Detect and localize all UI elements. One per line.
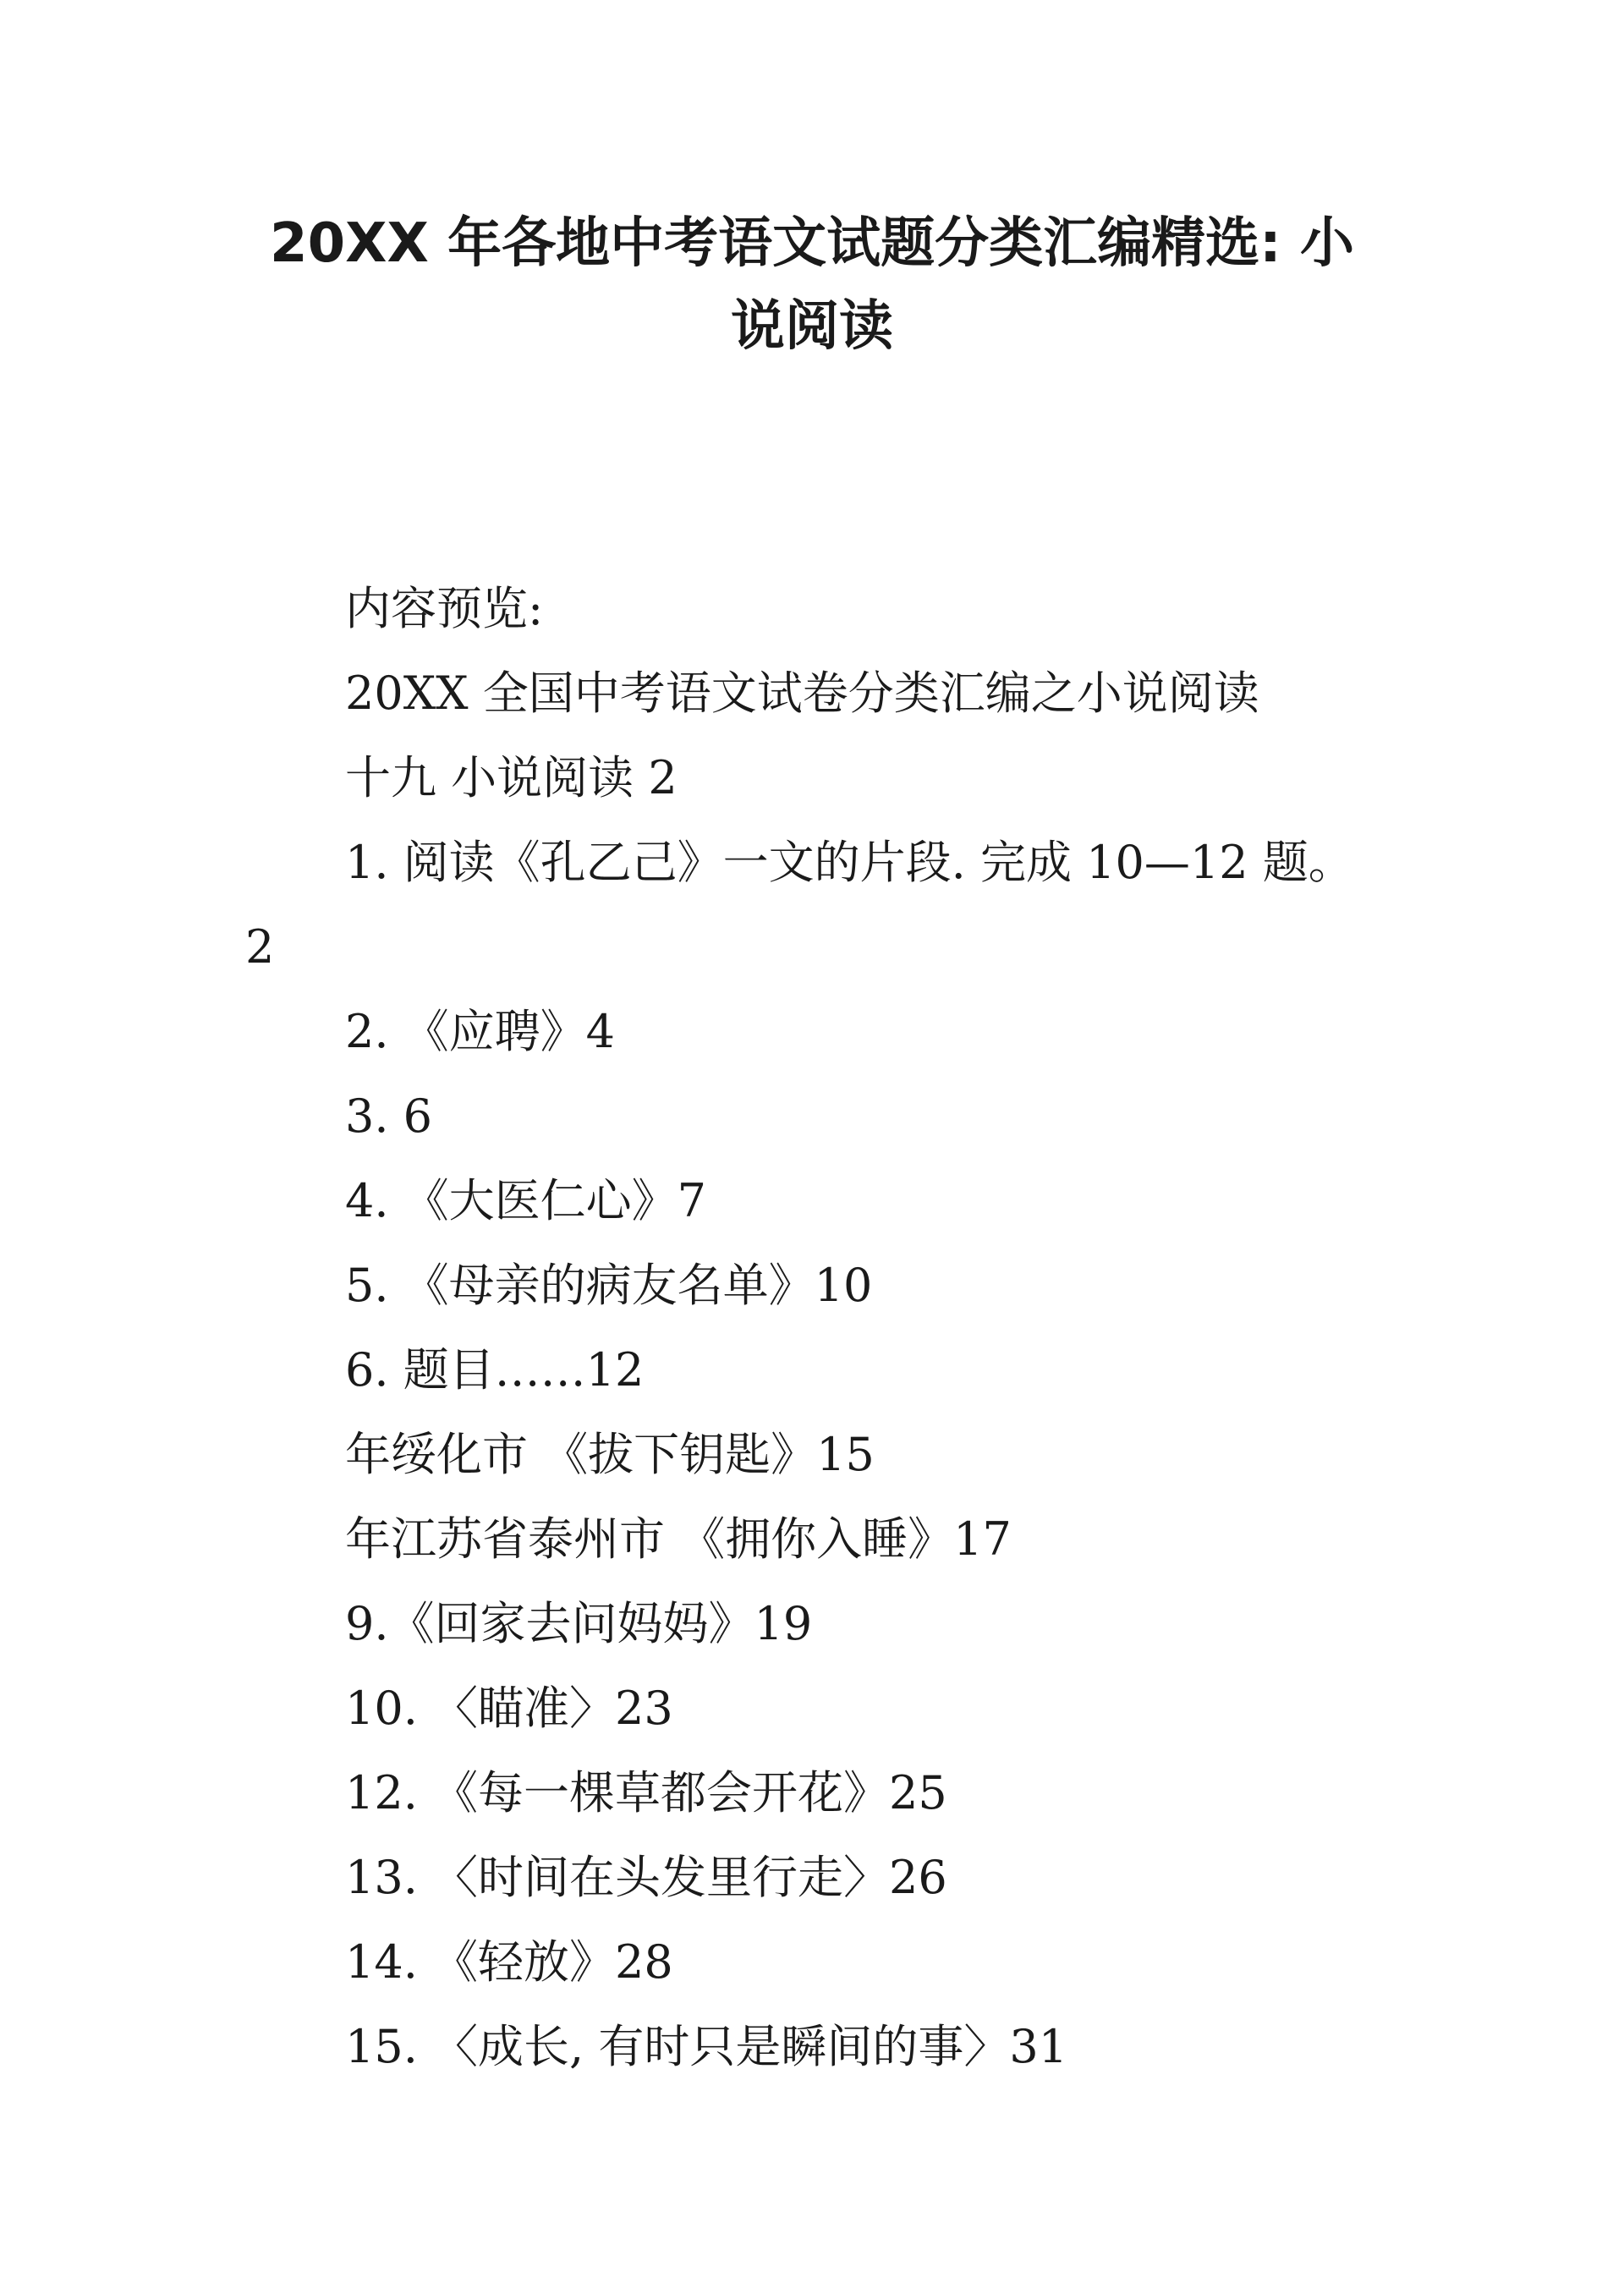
toc-entry-3: 3. 6 xyxy=(345,1089,433,1143)
toc-entry-2: 2. 《应聘》4 xyxy=(345,1005,616,1058)
toc-entry-10: 10. 〈瞄准〉23 xyxy=(345,1682,673,1735)
toc-entry-6: 6. 题目……12 xyxy=(345,1343,645,1397)
toc-entry-13: 13. 〈时间在头发里行走〉26 xyxy=(345,1851,947,1904)
toc-entry-1-page: 2 xyxy=(245,920,275,974)
toc-entry-7: 年绥化市 《拔下钥匙》15 xyxy=(345,1428,875,1481)
toc-entry-15: 15. 〈成长, 有时只是瞬间的事〉31 xyxy=(345,2020,1068,2073)
preview-heading: 内容预览: xyxy=(345,582,544,635)
document-title-line-1: 20XX 年各地中考语文试题分类汇编精选: 小 xyxy=(270,212,1354,275)
compilation-title: 20XX 全国中考语文试卷分类汇编之小说阅读 xyxy=(345,667,1259,720)
toc-entry-14: 14. 《轻放》28 xyxy=(345,1935,673,1989)
toc-entry-5: 5. 《母亲的病友名单》10 xyxy=(345,1259,873,1312)
toc-entry-4: 4. 《大医仁心》7 xyxy=(345,1174,707,1227)
toc-entry-9: 9.《回家去问妈妈》19 xyxy=(345,1597,813,1650)
toc-entry-12: 12. 《每一棵草都会开花》25 xyxy=(345,1766,947,1819)
document-title-line-2: 说阅读 xyxy=(731,295,893,358)
toc-entry-1: 1. 阅读《孔乙己》一文的片段. 完成 10—12 题。 xyxy=(345,836,1354,889)
section-heading: 十九 小说阅读 2 xyxy=(345,751,678,804)
toc-entry-8: 年江苏省泰州市 《拥你入睡》17 xyxy=(345,1512,1012,1566)
